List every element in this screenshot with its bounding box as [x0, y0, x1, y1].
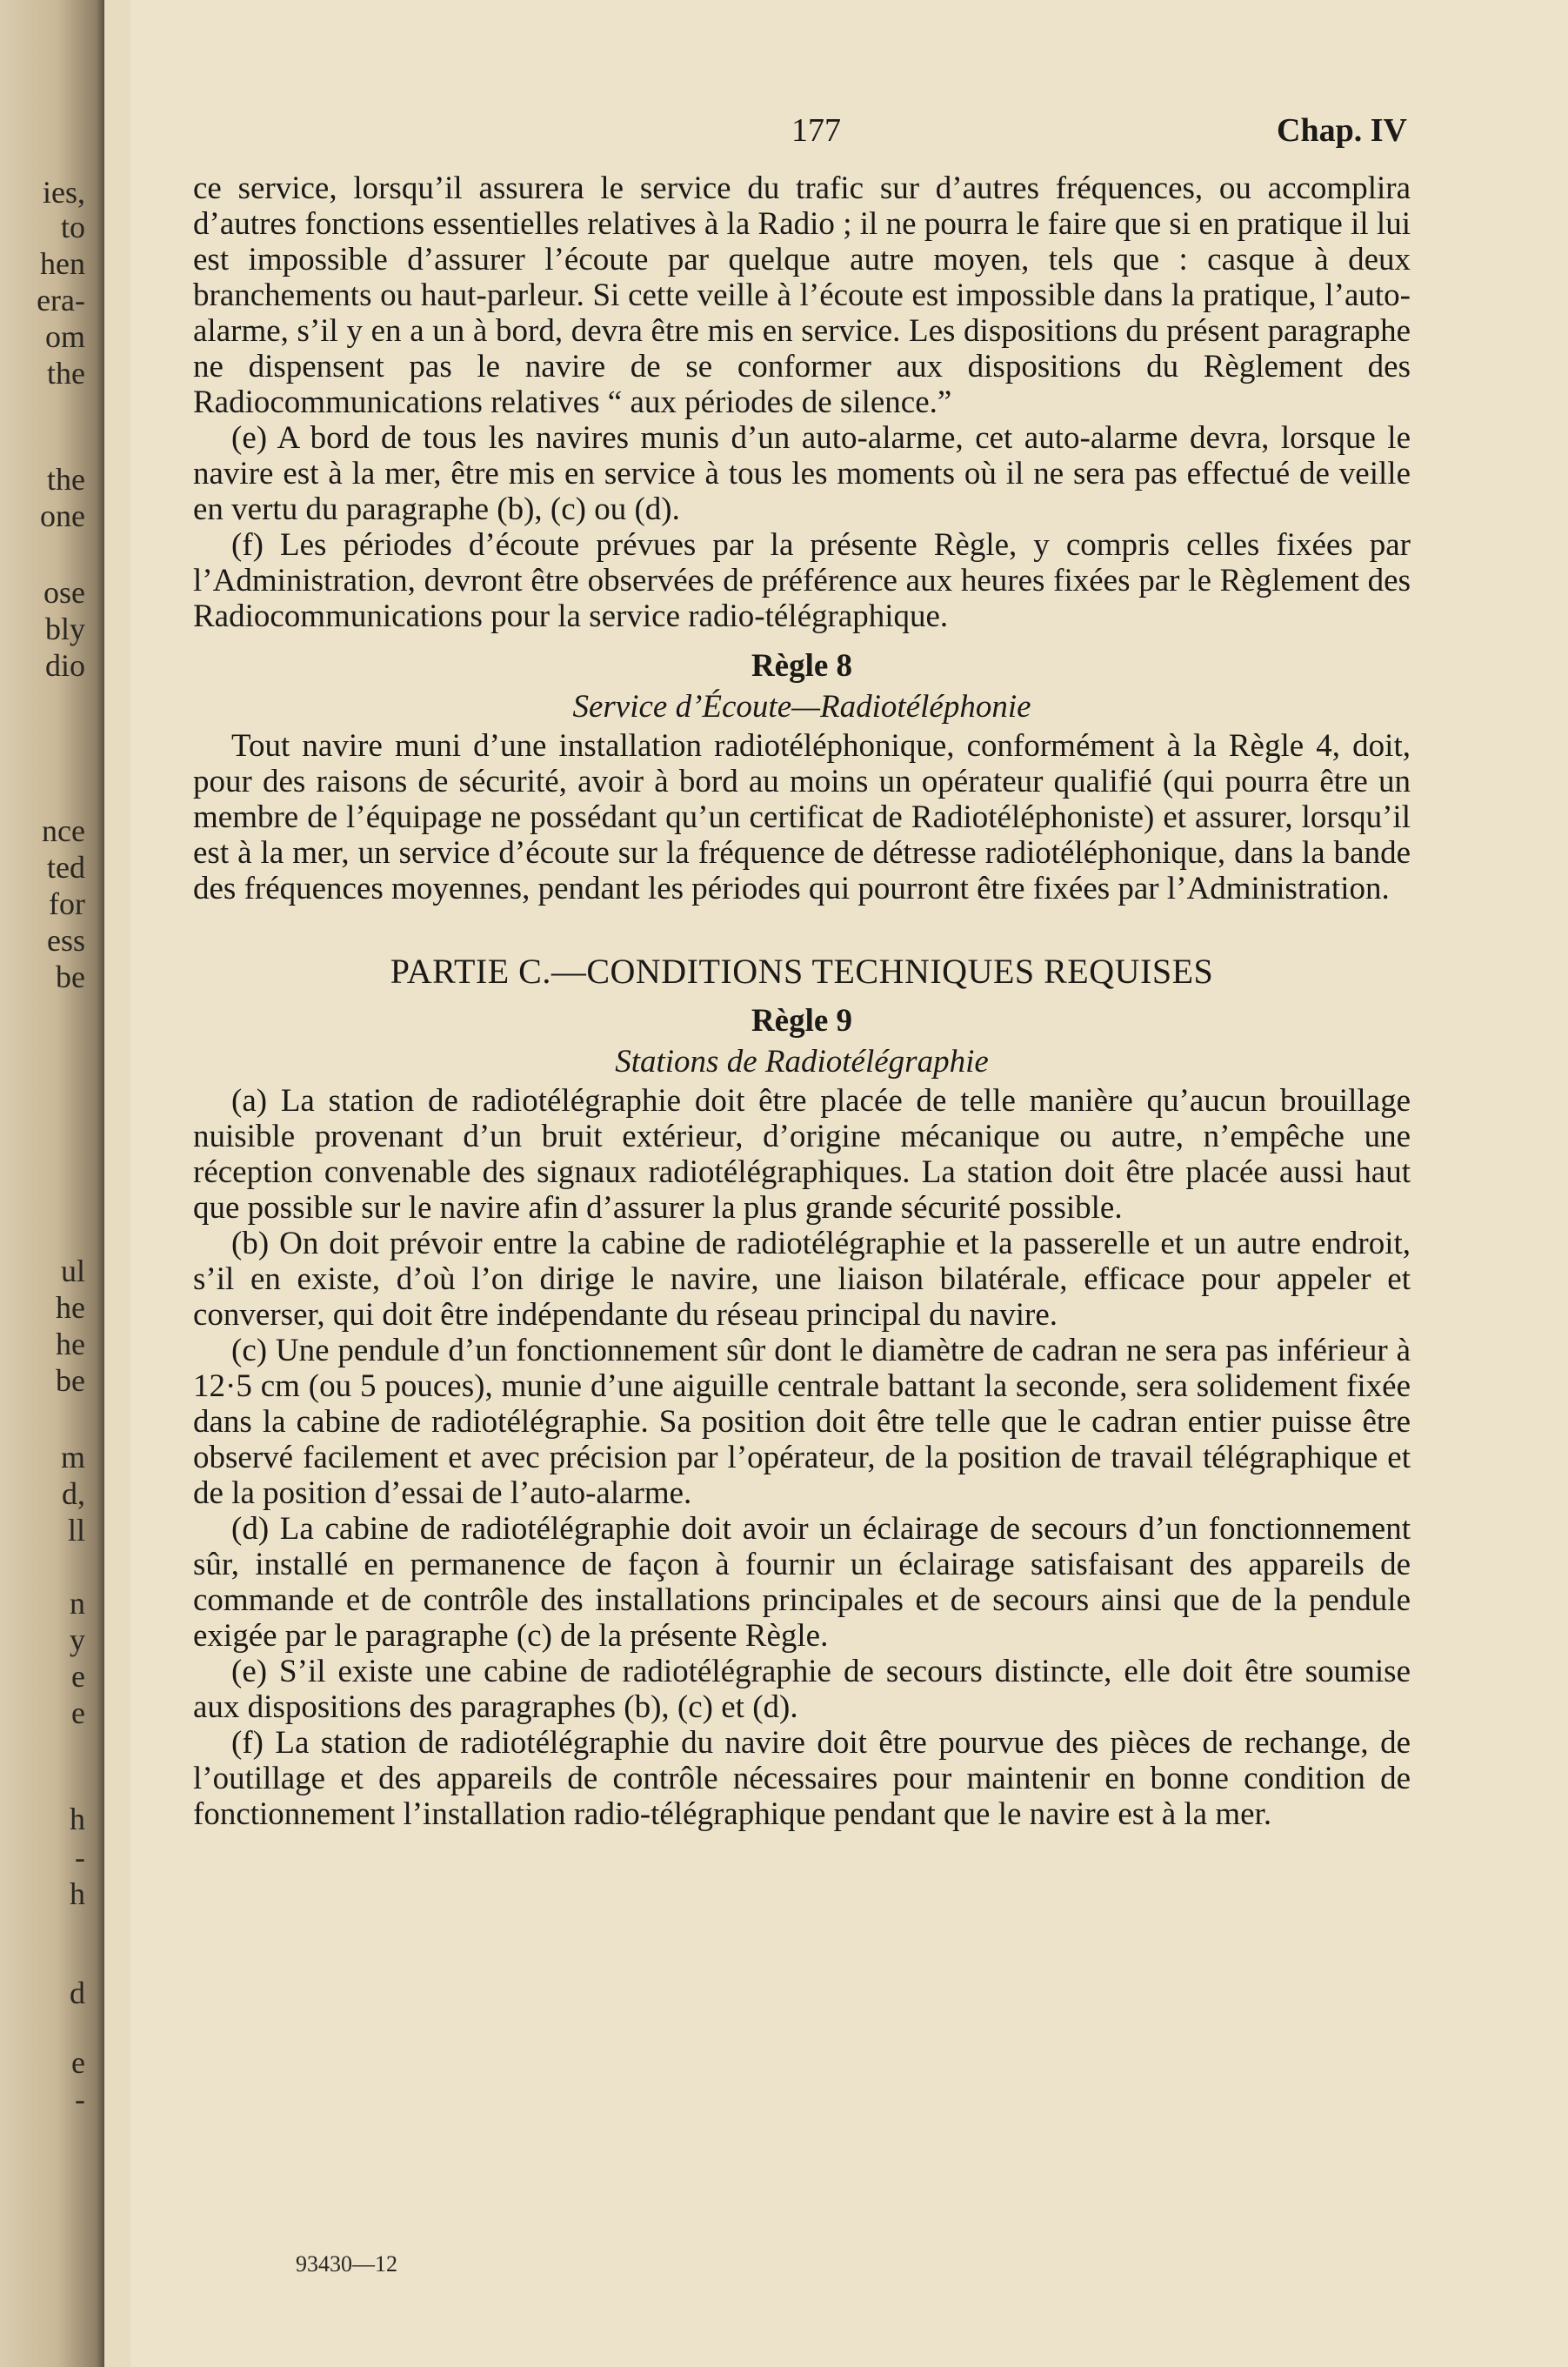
gutter-fragment: he [56, 1327, 85, 1361]
body-text [193, 171, 1411, 1832]
gutter-fragment: dio [44, 648, 85, 683]
gutter-fragment: - [75, 1840, 85, 1875]
gutter-fragment: nce [42, 813, 85, 848]
paragraph: (b) On doit prévoir entre la cabine de radiotélégraphie et la passerelle et un autre endroit, s’il en existe, d’où l’on dirige le navire, une liaison bilatérale, efficace pour appeler et converser, qui doit être indépendante du réseau principal du navire. [193, 1226, 1411, 1333]
gutter-fragment: bly [44, 612, 85, 646]
gutter-fragment: n [70, 1586, 85, 1621]
rule-subheading: Stations de Radiotélégraphie [615, 1044, 989, 1080]
gutter-fragment: e [71, 1659, 85, 1694]
rule-heading: Règle 8 [751, 648, 853, 684]
gutter-fragment: the [47, 462, 85, 497]
gutter-fragment: for [49, 886, 85, 921]
gutter-fragment: d [70, 1976, 85, 2010]
gutter-fragment: m [60, 1440, 85, 1474]
gutter-fragment: ess [47, 923, 85, 958]
document-page [130, 0, 1568, 2367]
gutter-fragment: - [75, 2082, 85, 2116]
gutter-fragment: be [56, 1363, 85, 1398]
gutter-fragment: be [56, 960, 85, 994]
gutter-fragment: hen [40, 246, 85, 281]
gutter-fragment: e [71, 1695, 85, 1730]
rule-subheading: Service d’Écoute—Radiotéléphonie [572, 689, 1031, 725]
gutter-fragment: one [40, 498, 85, 533]
paragraph: (a) La station de radiotélégraphie doit être placée de telle manière qu’aucun brouillage nuisible provenant d’un bruit extérieur, d’origine mécanique ou autre, n’empêche une réception convenable des signaux radiotélégraphiques. La station doit être placée aussi haut que possible sur le navire afin d’assurer la plus grande sécurité possible. [193, 1083, 1411, 1226]
paragraph: Tout navire muni d’une installation radiotéléphonique, conformément à la Règle 4, doit, pour des raisons de sécurité, avoir à bord au moins un opérateur qualifié (qui pourra être un membre de l’équipage ne possédant qu’un certificat de Radiotéléphoniste) et assurer, lorsqu’il est à la mer, un service d’écoute sur la fréquence de détresse radiotéléphonique, dans la bande des fréquences moyennes, pendant les périodes qui pourront être fixées par l’Administration. [193, 728, 1411, 906]
gutter-fragment: h [70, 1876, 85, 1911]
gutter-fragment: e [71, 2045, 85, 2080]
print-code: 93430—12 [296, 2251, 397, 2277]
gutter-fragment: ul [60, 1254, 85, 1288]
paragraph: (e) S’il existe une cabine de radiotélégraphie de secours distincte, elle doit être soumise aux dispositions des paragraphes (b), (c) et (d). [193, 1654, 1411, 1725]
page-number: 177 [791, 112, 841, 149]
gutter-fragment: h [70, 1802, 85, 1836]
gutter-fragment: om [44, 319, 85, 354]
gutter-fragment: the [47, 356, 85, 391]
paragraph: (e) A bord de tous les navires munis d’un auto-alarme, cet auto-alarme devra, lorsque le navire est à la mer, être mis en service à tous les moments où il ne sera pas effectué de veille en vertu du paragraphe (b), (c) ou (d). [193, 420, 1411, 527]
paragraph: (f) La station de radiotélégraphie du navire doit être pourvue des pièces de rechange, de l’outillage et des appareils de contrôle nécessaires pour maintenir en bonne condition de fonctionnement l’installation radio-télégraphique pendant que le navire est à la mer. [193, 1725, 1411, 1832]
gutter-fragment: ted [47, 850, 85, 885]
gutter-fragment: d, [62, 1476, 85, 1511]
gutter-fragment: to [60, 210, 85, 244]
gutter-fragment: ll [67, 1513, 85, 1548]
rule-heading: Règle 9 [751, 1003, 853, 1039]
page-header [130, 111, 1435, 164]
left-page-gutter [0, 0, 104, 2367]
gutter-fragment: ies, [43, 175, 85, 210]
gutter-fragment: ose [43, 575, 85, 610]
paragraph: ce service, lorsqu’il assurera le service du trafic sur d’autres fréquences, ou accomplira d’autres fonctions essentielles relatives à la Radio ; il ne pourra le faire que si en pratique il lui est impossible d’assurer l’écoute par quelque autre moyen, tels que : casque à deux branchements ou haut-parleur. Si cette veille à l’écoute est impossible dans la pratique, l’auto-alarme, s’il y en a un à bord, devra être mis en service. Les dispositions du présent paragraphe ne dispensent pas le navire de se conformer aux dispositions du Règlement des Radiocommunications relatives “ aux périodes de silence.” [193, 171, 1411, 420]
chapter-label: Chap. IV [1277, 112, 1407, 149]
gutter-fragment: y [70, 1622, 85, 1657]
gutter-fragment: he [56, 1290, 85, 1325]
paragraph: (c) Une pendule d’un fonctionnement sûr dont le diamètre de cadran ne sera pas inférieur à 12·5 cm (ou 5 pouces), munie d’une aiguille centrale battant la seconde, sera solidement fixée dans la cabine de radiotélégraphie. Sa position doit être telle que le cadran entier puisse être observé facilement et avec précision par l’opérateur, de la position de travail télégraphique et de la position d’essai de l’auto-alarme. [193, 1333, 1411, 1511]
gutter-fragment: era- [37, 283, 85, 318]
part-heading: PARTIE C.—CONDITIONS TECHNIQUES REQUISES [390, 952, 1214, 991]
paragraph: (f) Les périodes d’écoute prévues par la présente Règle, y compris celles fixées par l’Administration, devront être observées de préférence aux heures fixées par le Règlement des Radiocommunications pour la service radio-télégraphique. [193, 527, 1411, 634]
paragraph: (d) La cabine de radiotélégraphie doit avoir un éclairage de secours d’un fonctionnement sûr, installé en permanence de façon à fournir un éclairage satisfaisant des appareils de commande et de contrôle des installations principales et de secours ainsi que de la pendule exigée par le paragraphe (c) de la présente Règle. [193, 1511, 1411, 1654]
